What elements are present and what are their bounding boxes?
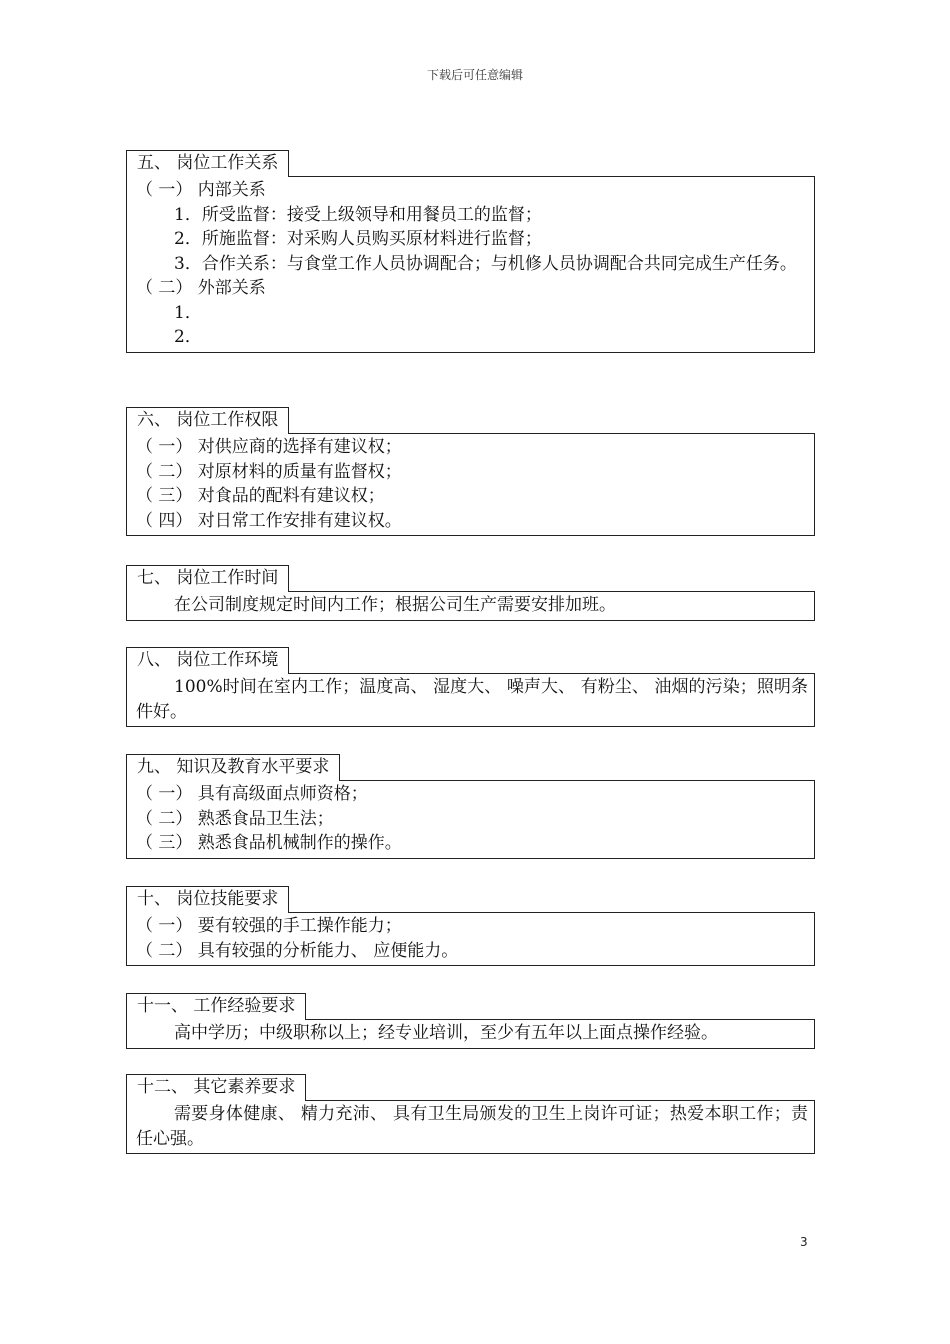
section-work-relations — [126, 150, 815, 353]
list-item: 2．所施监督：对采购人员购买原材料进行监督； — [174, 229, 542, 249]
list-item: （ 三） 对食品的配料有建议权； — [136, 486, 385, 506]
section-experience — [126, 993, 815, 1049]
section-text: 需要身体健康、 精力充沛、 具有卫生局颁发的卫生上岗许可证；热爱本职工作；责任心强。 — [136, 1104, 808, 1149]
section-text: 在公司制度规定时间内工作；根据公司生产需要安排加班。 — [174, 595, 616, 615]
list-item: 3．合作关系：与食堂工作人员协调配合；与机修人员协调配合共同完成生产任务。 — [174, 253, 797, 274]
subheading-external: （ 二） 外部关系 — [136, 278, 266, 298]
list-item: （ 一） 要有较强的手工操作能力； — [136, 916, 402, 936]
section-box — [126, 1100, 815, 1154]
list-item: （ 二） 具有较强的分析能力、 应便能力。 — [136, 940, 459, 961]
page-number: 3 — [800, 1235, 808, 1249]
section-title: 八、 岗位工作环境 — [126, 647, 289, 674]
section-text: 100%时间在室内工作；温度高、 湿度大、 噪声大、 有粉尘、 油烟的污染；照明条件好。 — [136, 677, 808, 722]
section-title: 十一、 工作经验要求 — [126, 993, 306, 1020]
section-text: 高中学历；中级职称以上；经专业培训，至少有五年以上面点操作经验。 — [174, 1023, 718, 1043]
section-title: 六、 岗位工作权限 — [126, 407, 289, 434]
section-title: 十二、 其它素养要求 — [126, 1074, 306, 1101]
section-work-authority — [126, 407, 815, 536]
list-item: 1． — [174, 302, 202, 323]
section-work-time — [126, 565, 815, 621]
section-other-qualities — [126, 1074, 815, 1154]
list-item: （ 二） 熟悉食品卫生法； — [136, 808, 334, 829]
section-box — [126, 912, 815, 966]
section-work-environment — [126, 647, 815, 727]
list-item: 2． — [174, 327, 202, 347]
header-note: 下载后可任意编辑 — [426, 68, 523, 82]
section-title: 十、 岗位技能要求 — [126, 886, 289, 913]
section-box — [126, 1019, 815, 1049]
section-title: 七、 岗位工作时间 — [126, 565, 289, 592]
subheading-internal: （ 一） 内部关系 — [136, 180, 266, 200]
section-education — [126, 754, 815, 859]
list-item: （ 二） 对原材料的质量有监督权； — [136, 461, 402, 482]
section-box — [126, 433, 815, 536]
list-item: （ 三） 熟悉食品机械制作的操作。 — [136, 833, 402, 853]
section-title: 九、 知识及教育水平要求 — [126, 754, 340, 781]
list-item: 1．所受监督：接受上级领导和用餐员工的监督； — [174, 204, 542, 225]
section-box — [126, 591, 815, 621]
section-box — [126, 176, 815, 353]
section-title: 五、 岗位工作关系 — [126, 150, 289, 177]
section-box — [126, 780, 815, 859]
list-item: （ 四） 对日常工作安排有建议权。 — [136, 510, 402, 531]
list-item: （ 一） 具有高级面点师资格； — [136, 784, 368, 804]
section-box — [126, 673, 815, 727]
section-skills — [126, 886, 815, 966]
list-item: （ 一） 对供应商的选择有建议权； — [136, 437, 402, 457]
